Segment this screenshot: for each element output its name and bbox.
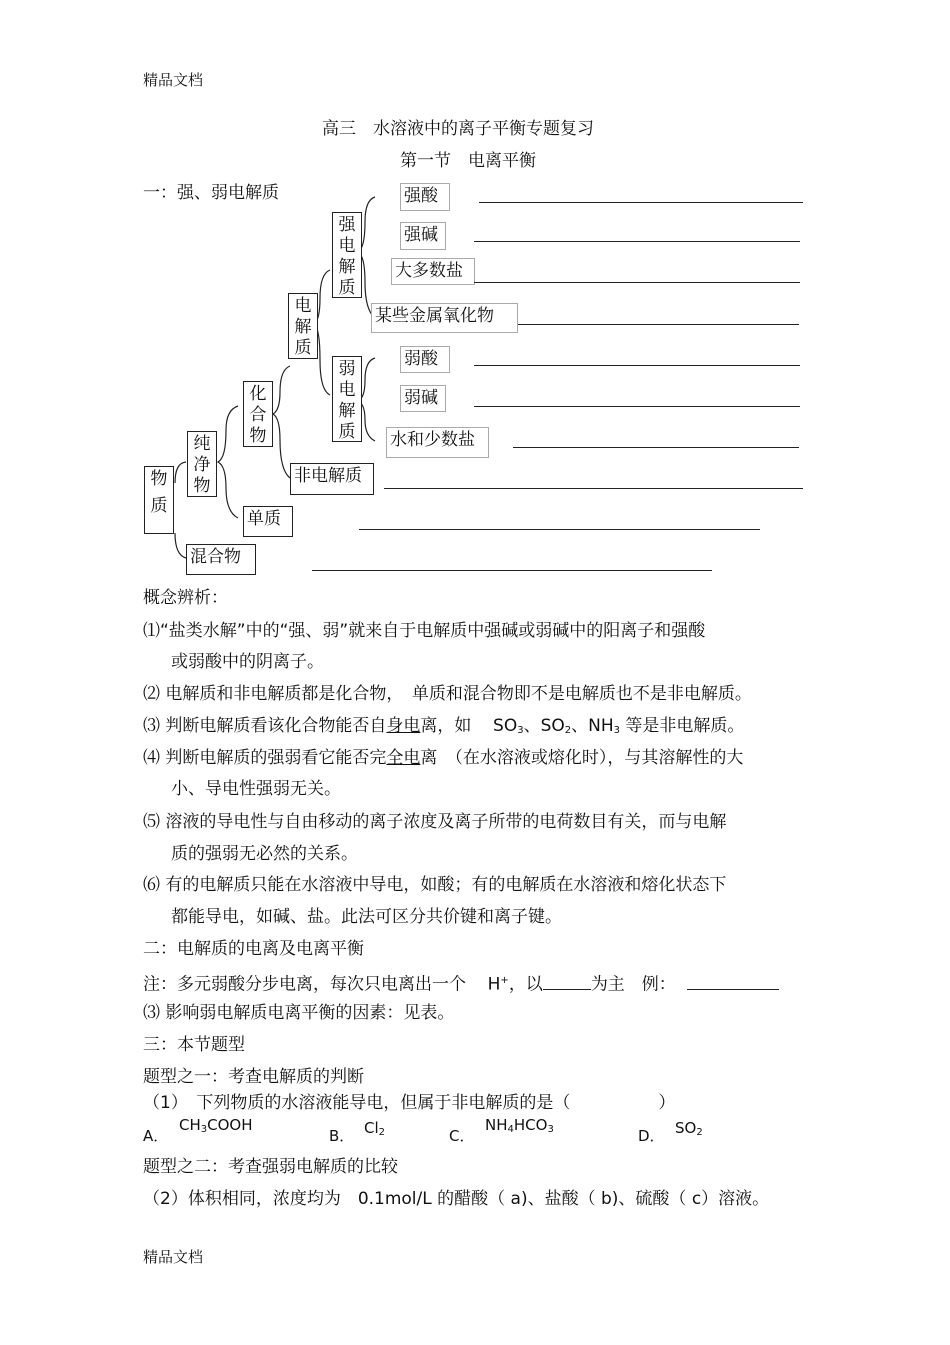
concepts-heading: 概念辨析： [143,588,228,608]
answer-blank-mixture[interactable] [312,570,712,571]
answer-blank-most-salts[interactable] [474,282,800,283]
concept-item-4: ⑷ 判断电解质的强弱看它能否完全电离 （在水溶液或熔化时），与其溶解性的大 [143,748,744,768]
tree-connectors [0,0,950,600]
concept-item-3: ⑶ 判断电解质看该化合物能否自身电离，如 $SO_3$、$SO_2$、$NH_3$ 等是非电解质。 [143,716,745,736]
answer-blank-nonelectrolyte[interactable] [384,488,803,489]
node-element: 单质 [243,506,293,537]
answer-blank-water-salts[interactable] [513,447,799,448]
node-compound: 化 合 物 [243,381,273,447]
question-type-2: 题型之二：考查强弱电解质的比较 [143,1157,398,1177]
answer-blank-element[interactable] [359,529,760,530]
concept-item-5-cont: 质的强弱无必然的关系。 [171,844,358,864]
leaf-weak-acid: 弱酸 [400,346,450,373]
section-heading-1: 一：强、弱电解质 [143,183,279,203]
node-substance: 物 质 [144,466,174,534]
note-blank-main[interactable] [543,975,591,990]
node-nonelectrolyte: 非电解质 [290,463,374,495]
answer-blank-weak-base[interactable] [474,406,800,407]
concept-item-2: ⑵ 电解质和非电解质都是化合物， 单质和混合物即不是电解质也不是非电解质。 [143,684,752,704]
option-c-formula: $NH_4HCO_3$ [485,1116,554,1135]
section-heading-3: 三：本节题型 [143,1035,245,1055]
question-1: （1） 下列物质的水溶液能导电，但属于非电解质的是（ ） [143,1093,676,1113]
leaf-strong-acid: 强酸 [400,183,450,211]
node-weak-electrolyte: 弱 电 解 质 [332,356,362,442]
concept-item-6-cont: 都能导电，如碱、盐。此法可区分共价键和离子键。 [171,907,562,927]
option-a-formula: $CH_3COOH$ [179,1116,253,1135]
concept-item-1-cont: 或弱酸中的阴离子。 [171,652,324,672]
note-blank-example[interactable] [687,975,779,990]
node-mixture: 混合物 [186,544,256,575]
concept-item-6: ⑹ 有的电解质只能在水溶液中导电，如酸；有的电解质在水溶液和熔化状态下 [143,875,727,895]
concept-item-4-cont: 小、导电性强弱无关。 [171,779,341,799]
section-heading-2: 二：电解质的电离及电离平衡 [143,939,364,959]
leaf-weak-base: 弱碱 [400,385,446,412]
answer-blank-strong-acid[interactable] [479,202,803,203]
node-electrolyte: 电 解 质 [288,293,318,359]
leaf-most-salts: 大多数盐 [391,258,475,285]
node-pure-substance: 纯 净 物 [187,431,217,497]
answer-blank-weak-acid[interactable] [474,365,800,366]
option-c-label[interactable]: C． [449,1127,475,1145]
question-2: （2）体积相同，浓度均为 0.1mol/L 的醋酸（ a)、盐酸（ b)、硫酸（ c）溶液。 [143,1189,770,1209]
leaf-metal-oxides: 某些金属氧化物 [371,303,518,333]
option-d-formula: $SO_2$ [675,1119,703,1138]
section-title: 第一节 电离平衡 [400,151,536,171]
concept-item-5: ⑸ 溶液的导电性与自由移动的离子浓度及离子所带的电荷数目有关，而与电解 [143,812,727,832]
option-d-label[interactable]: D． [638,1127,665,1145]
option-b-formula: $Cl_2$ [364,1119,386,1138]
section2-item-3: ⑶ 影响弱电解质电离平衡的因素：见表。 [143,1003,455,1023]
leaf-strong-base: 强碱 [400,222,446,250]
option-b-label[interactable]: B． [329,1127,355,1145]
answer-blank-metal-oxides[interactable] [518,324,799,325]
watermark-top: 精品文档 [143,71,204,89]
option-a-label[interactable]: A． [143,1127,169,1145]
watermark-bottom: 精品文档 [143,1248,204,1266]
node-strong-electrolyte: 强 电 解 质 [332,212,362,298]
note-line: 注：多元弱酸分步电离，每次只电离出一个 H+，以 为主 例： [143,970,779,996]
concept-item-1: ⑴“盐类水解”中的“强、弱”就来自于电解质中强碱或弱碱中的阳离子和强酸 [143,621,706,641]
page-title: 高三 水溶液中的离子平衡专题复习 [322,119,594,139]
question-type-1: 题型之一：考查电解质的判断 [143,1067,364,1087]
answer-blank-strong-base[interactable] [474,241,800,242]
leaf-water-salts: 水和少数盐 [386,427,489,458]
